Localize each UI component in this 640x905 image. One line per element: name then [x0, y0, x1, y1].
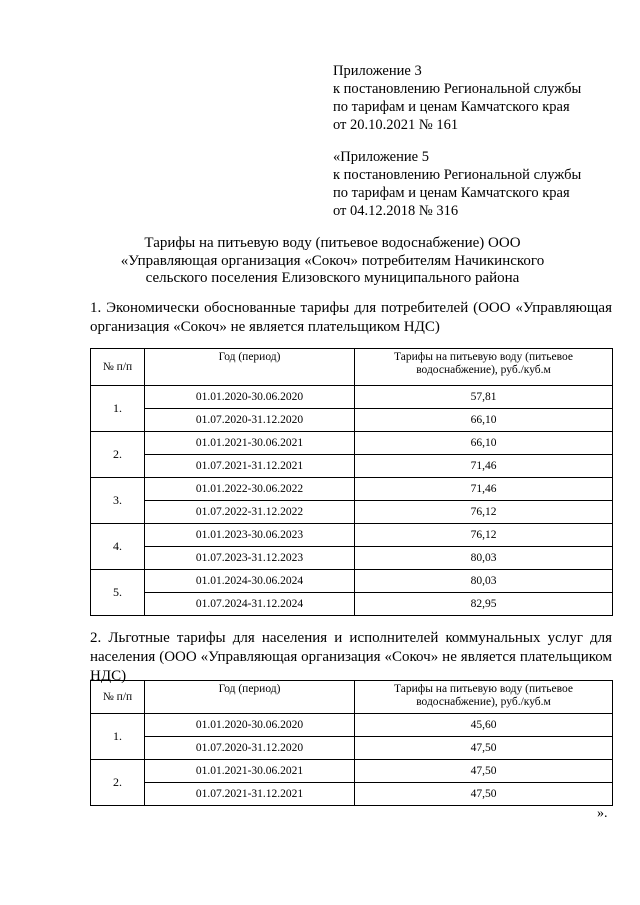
appendix-line: «Приложение 5 [333, 149, 429, 165]
header-tariff: Тарифы на питьевую воду (питьевое водоснабжение), руб./куб.м [355, 349, 613, 386]
tariff-value-cell: 76,12 [355, 501, 613, 524]
period-cell: 01.07.2023-31.12.2023 [145, 547, 355, 570]
period-cell: 01.07.2020-31.12.2020 [145, 737, 355, 760]
tariff-table-preferential [90, 680, 613, 806]
table-row [91, 478, 613, 501]
header-tariff: Тарифы на питьевую воду (питьевое водоснабжение), руб./куб.м [355, 681, 613, 714]
tariff-value-cell: 71,46 [355, 455, 613, 478]
tariff-value-cell: 45,60 [355, 714, 613, 737]
table-row [91, 455, 613, 478]
table-row [91, 409, 613, 432]
tariff-value-cell: 66,10 [355, 409, 613, 432]
header-period: Год (период) [145, 681, 355, 714]
tariff-table-economic [90, 348, 613, 616]
period-cell: 01.07.2020-31.12.2020 [145, 409, 355, 432]
table-header-row [91, 681, 613, 714]
row-number-cell: 1. [91, 386, 145, 432]
table-row [91, 570, 613, 593]
appendix-line: по тарифам и ценам Камчатского края [333, 99, 570, 115]
table-row [91, 737, 613, 760]
tariff-value-cell: 47,50 [355, 737, 613, 760]
tariff-value-cell: 47,50 [355, 760, 613, 783]
table-row [91, 501, 613, 524]
table-row [91, 524, 613, 547]
table-row [91, 432, 613, 455]
row-number-cell: 5. [91, 570, 145, 616]
appendix-line: от 04.12.2018 № 316 [333, 203, 459, 219]
period-cell: 01.07.2021-31.12.2021 [145, 783, 355, 806]
period-cell: 01.07.2024-31.12.2024 [145, 593, 355, 616]
row-number-cell: 1. [91, 714, 145, 760]
header-num: № п/п [91, 681, 145, 714]
tariff-value-cell: 80,03 [355, 547, 613, 570]
appendix-line: по тарифам и ценам Камчатского края [333, 185, 570, 201]
document-title: Тарифы на питьевую воду (питьевое водоснабжение) ООО «Управляющая организация «Сокоч» потребителям Начикинского сельского поселения Елизовского муниципального района [120, 235, 545, 286]
appendix-line: от 20.10.2021 № 161 [333, 117, 459, 133]
appendix-line: к постановлению Региональной службы [333, 81, 582, 97]
tariff-value-cell: 82,95 [355, 593, 613, 616]
table-row [91, 593, 613, 616]
period-cell: 01.01.2020-30.06.2020 [145, 386, 355, 409]
table-row [91, 760, 613, 783]
table-header-row [91, 349, 613, 386]
period-cell: 01.01.2021-30.06.2021 [145, 760, 355, 783]
tariff-value-cell: 57,81 [355, 386, 613, 409]
row-number-cell: 4. [91, 524, 145, 570]
table-row [91, 714, 613, 737]
table-row [91, 547, 613, 570]
appendix-line: к постановлению Региональной службы [333, 167, 582, 183]
tariff-value-cell: 66,10 [355, 432, 613, 455]
closing-quote: ». [597, 806, 608, 821]
table-row [91, 386, 613, 409]
appendix-line: Приложение 3 [333, 63, 422, 79]
row-number-cell: 3. [91, 478, 145, 524]
tariff-value-cell: 71,46 [355, 478, 613, 501]
period-cell: 01.01.2021-30.06.2021 [145, 432, 355, 455]
appendix-header-original [333, 148, 581, 220]
period-cell: 01.07.2021-31.12.2021 [145, 455, 355, 478]
row-number-cell: 2. [91, 432, 145, 478]
period-cell: 01.01.2020-30.06.2020 [145, 714, 355, 737]
section-1-heading: 1. Экономически обоснованные тарифы для потребителей (ООО «Управляющая организация «Сокоч» не является плательщиком НДС) [90, 300, 612, 335]
section-2-heading: 2. Льготные тарифы для населения и исполнителей коммунальных услуг для населения (ООО «Управляющая организация «Сокоч» не является плательщиком НДС) [90, 630, 612, 684]
header-num: № п/п [91, 349, 145, 386]
period-cell: 01.01.2022-30.06.2022 [145, 478, 355, 501]
header-period: Год (период) [145, 349, 355, 386]
period-cell: 01.01.2024-30.06.2024 [145, 570, 355, 593]
tariff-value-cell: 47,50 [355, 783, 613, 806]
period-cell: 01.01.2023-30.06.2023 [145, 524, 355, 547]
row-number-cell: 2. [91, 760, 145, 806]
table-row [91, 783, 613, 806]
period-cell: 01.07.2022-31.12.2022 [145, 501, 355, 524]
tariff-value-cell: 76,12 [355, 524, 613, 547]
appendix-header-current [333, 62, 581, 134]
tariff-value-cell: 80,03 [355, 570, 613, 593]
